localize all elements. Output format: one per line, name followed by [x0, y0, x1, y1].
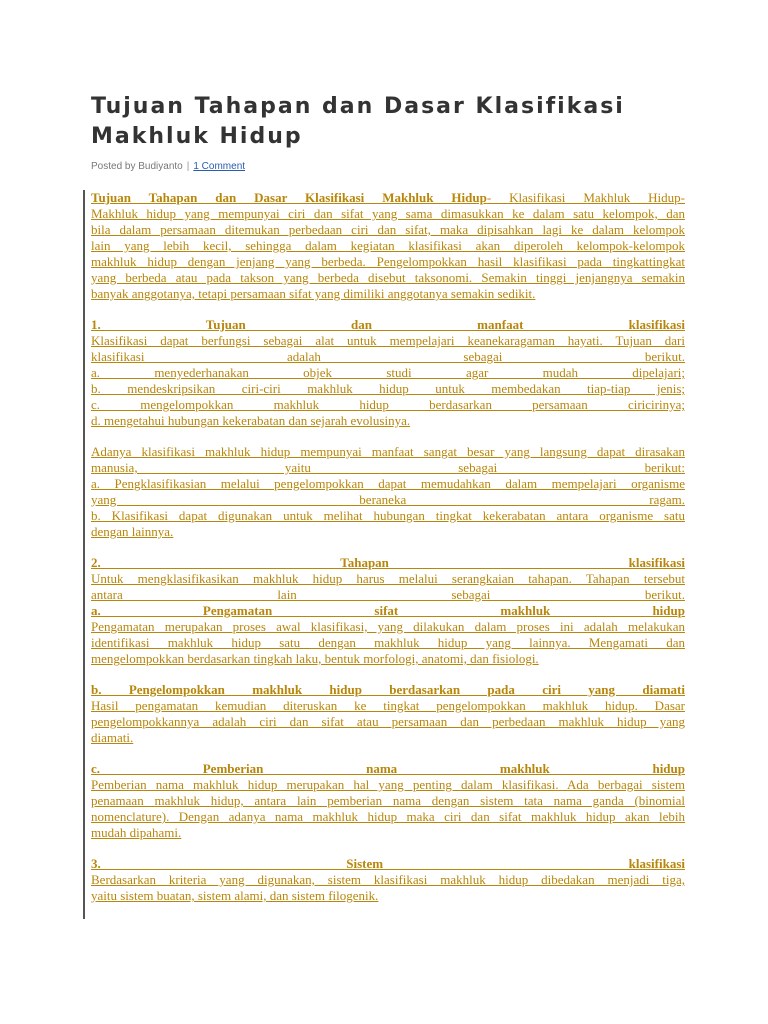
- line-text: dengan lainnya.: [91, 524, 174, 539]
- text-line[interactable]: [91, 413, 685, 429]
- bold-text: b. Pengelompokkan makhluk hidup berdasarkan pada ciri yang diamati: [91, 682, 685, 697]
- line-text: klasifikasi adalah sebagai berikut.: [91, 349, 685, 364]
- line-text: pengelompokkannya adalah ciri dan sifat atau persamaan dan perbedaan makhluk hidup yang: [91, 714, 685, 729]
- text-line[interactable]: [91, 777, 685, 793]
- text-line[interactable]: [91, 397, 685, 413]
- text-line[interactable]: [91, 619, 685, 635]
- text-line[interactable]: [91, 254, 685, 270]
- line-text: Untuk mengklasifikasikan makhluk hidup harus melalui serangkaian tahapan. Tahapan tersebut: [91, 571, 685, 586]
- text-line[interactable]: [91, 825, 685, 841]
- text-line[interactable]: [91, 190, 685, 206]
- line-text: Pengamatan merupakan proses awal klasifikasi, yang dilakukan dalam proses ini adalah melakukan: [91, 619, 685, 634]
- text-line[interactable]: [91, 365, 685, 381]
- line-text: nomenclature). Dengan adanya nama makhluk hidup maka ciri dan sifat makhluk hidup akan lebih: [91, 809, 685, 824]
- line-text: penamaan makhluk hidup, antara lain pemberian nama dengan sistem tata nama ganda (binomial: [91, 793, 685, 808]
- bold-text: Tujuan Tahapan dan Dasar Klasifikasi Makhluk Hidup: [91, 190, 487, 205]
- line-text: antara lain sebagai berikut.: [91, 587, 685, 602]
- line-text: a. Pengklasifikasian melalui pengelompokkan dapat memudahkan dalam mempelajari organisme: [91, 476, 685, 491]
- bold-text: 1. Tujuan dan manfaat klasifikasi: [91, 317, 685, 332]
- text-line[interactable]: [91, 761, 685, 777]
- paragraph: [91, 317, 685, 429]
- line-text: mengelompokkan berdasarkan tingkah laku, bentuk morfologi, anatomi, dan fisiologi.: [91, 651, 539, 666]
- text-line[interactable]: [91, 222, 685, 238]
- text-line[interactable]: [91, 888, 685, 904]
- text-line[interactable]: [91, 555, 685, 571]
- paragraph: [91, 444, 685, 540]
- post-body: [83, 190, 685, 919]
- text-line[interactable]: [91, 730, 685, 746]
- text-line[interactable]: [91, 444, 685, 460]
- text-line[interactable]: [91, 206, 685, 222]
- line-text: Pemberian nama makhluk hidup merupakan hal yang penting dalam klasifikasi. Ada berbagai sistem: [91, 777, 685, 792]
- line-text: mudah dipahami.: [91, 825, 182, 840]
- paragraph: [91, 555, 685, 667]
- line-text: identifikasi makhluk hidup satu dengan makhluk hidup yang lainnya. Mengamati dan: [91, 635, 685, 650]
- line-text: manusia, yaitu sebagai berikut:: [91, 460, 685, 475]
- text-line[interactable]: [91, 349, 685, 365]
- line-text: d. mengetahui hubungan kekerabatan dan sejarah evolusinya.: [91, 413, 411, 428]
- text-line[interactable]: [91, 856, 685, 872]
- line-text: makhluk hidup dengan jenjang yang berbeda. Pengelompokkan hasil klasifikasi pada tingkattingkat: [91, 254, 685, 269]
- comments-link[interactable]: 1 Comment: [193, 161, 246, 172]
- text-line[interactable]: [91, 698, 685, 714]
- line-text: yang berbeda atau pada takson yang berbeda disebut taksonomi. Semakin tinggi jenjangnya semakin: [91, 270, 685, 285]
- text-line[interactable]: [91, 714, 685, 730]
- line-text: Berdasarkan kriteria yang digunakan, sistem klasifikasi makhluk hidup dibedakan menjadi tiga,: [91, 872, 685, 887]
- line-text: b. Klasifikasi dapat digunakan untuk melihat hubungan tingkat kekerabatan antara organisme satu: [91, 508, 685, 523]
- text-line[interactable]: [91, 872, 685, 888]
- text-line[interactable]: [91, 508, 685, 524]
- line-text: Hasil pengamatan kemudian diteruskan ke tingkat pengelompokkan makhluk hidup. Dasar: [91, 698, 685, 713]
- text-line[interactable]: [91, 270, 685, 286]
- line-text: yaitu sistem buatan, sistem alami, dan sistem filogenik.: [91, 888, 379, 903]
- paragraph: [91, 190, 685, 302]
- line-text: yang beraneka ragam.: [91, 492, 685, 507]
- line-text: c. mengelompokkan makhluk hidup berdasarkan persamaan ciricirinya;: [91, 397, 685, 412]
- text-line[interactable]: [91, 524, 685, 540]
- text-line[interactable]: [91, 381, 685, 397]
- bold-text: c. Pemberian nama makhluk hidup: [91, 761, 685, 776]
- text-line[interactable]: [91, 651, 685, 667]
- bold-text: a. Pengamatan sifat makhluk hidup: [91, 603, 685, 618]
- line-text: a. menyederhanakan objek studi agar mudah dipelajari;: [91, 365, 685, 380]
- posted-by: Posted by Budiyanto: [91, 161, 183, 172]
- text-line[interactable]: [91, 571, 685, 587]
- line-text: banyak anggotanya, tetapi persamaan sifat yang dimiliki anggotanya semakin sedikit.: [91, 286, 536, 301]
- meta-separator: |: [186, 161, 190, 172]
- text-line[interactable]: [91, 587, 685, 603]
- text-line[interactable]: [91, 476, 685, 492]
- post-title: Tujuan Tahapan dan Dasar Klasifikasi Makhluk Hidup: [91, 94, 625, 149]
- text-line[interactable]: [91, 492, 685, 508]
- text-line[interactable]: [91, 635, 685, 651]
- text-line[interactable]: [91, 460, 685, 476]
- text-line[interactable]: [91, 682, 685, 698]
- bold-text: 2. Tahapan klasifikasi: [91, 555, 685, 570]
- paragraph: [91, 761, 685, 841]
- text-line[interactable]: [91, 809, 685, 825]
- text-line[interactable]: [91, 333, 685, 349]
- paragraph: [91, 682, 685, 746]
- line-text: Adanya klasifikasi makhluk hidup mempunyai manfaat sangat besar yang langsung dapat dirasakan: [91, 444, 685, 459]
- text-line[interactable]: [91, 286, 685, 302]
- text-line[interactable]: [91, 317, 685, 333]
- line-text: b. mendeskripsikan ciri-ciri makhluk hidup untuk membedakan tiap-tiap jenis;: [91, 381, 685, 396]
- post-meta: [91, 161, 245, 172]
- line-text: Makhluk hidup yang mempunyai ciri dan sifat yang sama dimasukkan ke dalam satu kelompok, dan: [91, 206, 685, 221]
- text-line[interactable]: [91, 793, 685, 809]
- text-line[interactable]: [91, 603, 685, 619]
- line-text: - Klasifikasi Makhluk Hidup-: [486, 190, 686, 205]
- line-text: Klasifikasi dapat berfungsi sebagai alat untuk mempelajari keanekaragaman hayati. Tujuan dari: [91, 333, 685, 348]
- text-line[interactable]: [91, 238, 685, 254]
- bold-text: 3. Sistem klasifikasi: [91, 856, 685, 871]
- paragraph: [91, 856, 685, 904]
- line-text: diamati.: [91, 730, 134, 745]
- line-text: bila dalam persamaan ditemukan perbedaan ciri dan sifat, maka dipisahkan lagi ke dalam kelompok: [91, 222, 685, 237]
- line-text: lain yang lebih kecil, sehingga dalam kegiatan klasifikasi akan diperoleh kelompok-kelompok: [91, 238, 685, 253]
